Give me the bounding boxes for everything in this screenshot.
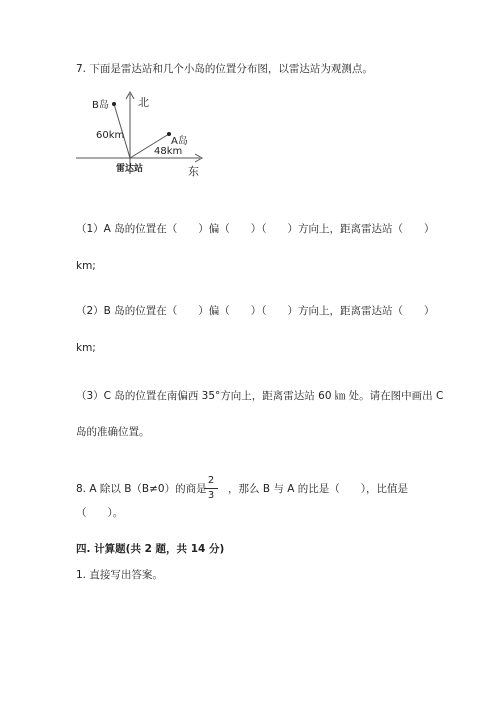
fraction-numerator: 2 <box>207 475 215 486</box>
q8-line2: （ ）。 <box>76 507 124 519</box>
q7-part2-line1: （2）B 岛的位置在（ ）偏（ ）（ ）方向上，距离雷达站（ ） <box>76 305 435 317</box>
q7-part3-line2: 岛的准确位置。 <box>76 426 150 438</box>
q8-fraction <box>204 475 218 502</box>
q7-part1-line2: km; <box>76 260 96 272</box>
q7-part3-line1: （3）C 岛的位置在南偏西 35°方向上，距离雷达站 60 ㎞ 处。请在图中画出 C <box>76 390 444 402</box>
island-b-point <box>112 102 116 106</box>
section-4-heading: 四. 计算题(共 2 题，共 14 分) <box>76 543 225 555</box>
island-a-distance: 48km <box>154 146 183 157</box>
island-a-label: A岛 <box>171 136 188 147</box>
east-label: 东 <box>188 165 199 178</box>
island-b-label: B岛 <box>92 100 109 111</box>
q8-text-before: 8. A 除以 B（B≠0）的商是 <box>76 483 207 495</box>
question-7-title: 7. 下面是雷达站和几个小岛的位置分布图，以雷达站为观测点。 <box>76 63 373 75</box>
q8-text-after: ，那么 B 与 A 的比是（ ），比值是 <box>228 483 408 495</box>
north-label: 北 <box>138 96 149 109</box>
radar-station-label: 雷达站 <box>116 164 144 174</box>
fraction-bar <box>204 488 218 489</box>
fraction-denominator: 3 <box>207 490 215 501</box>
island-b-distance: 60km <box>96 130 125 141</box>
q7-part1-line1: （1）A 岛的位置在（ ）偏（ ）（ ）方向上，距离雷达站（ ） <box>76 223 435 235</box>
section-4-question-1: 1. 直接写出答案。 <box>76 569 163 581</box>
radar-diagram <box>72 88 212 188</box>
q7-part2-line2: km; <box>76 342 96 354</box>
